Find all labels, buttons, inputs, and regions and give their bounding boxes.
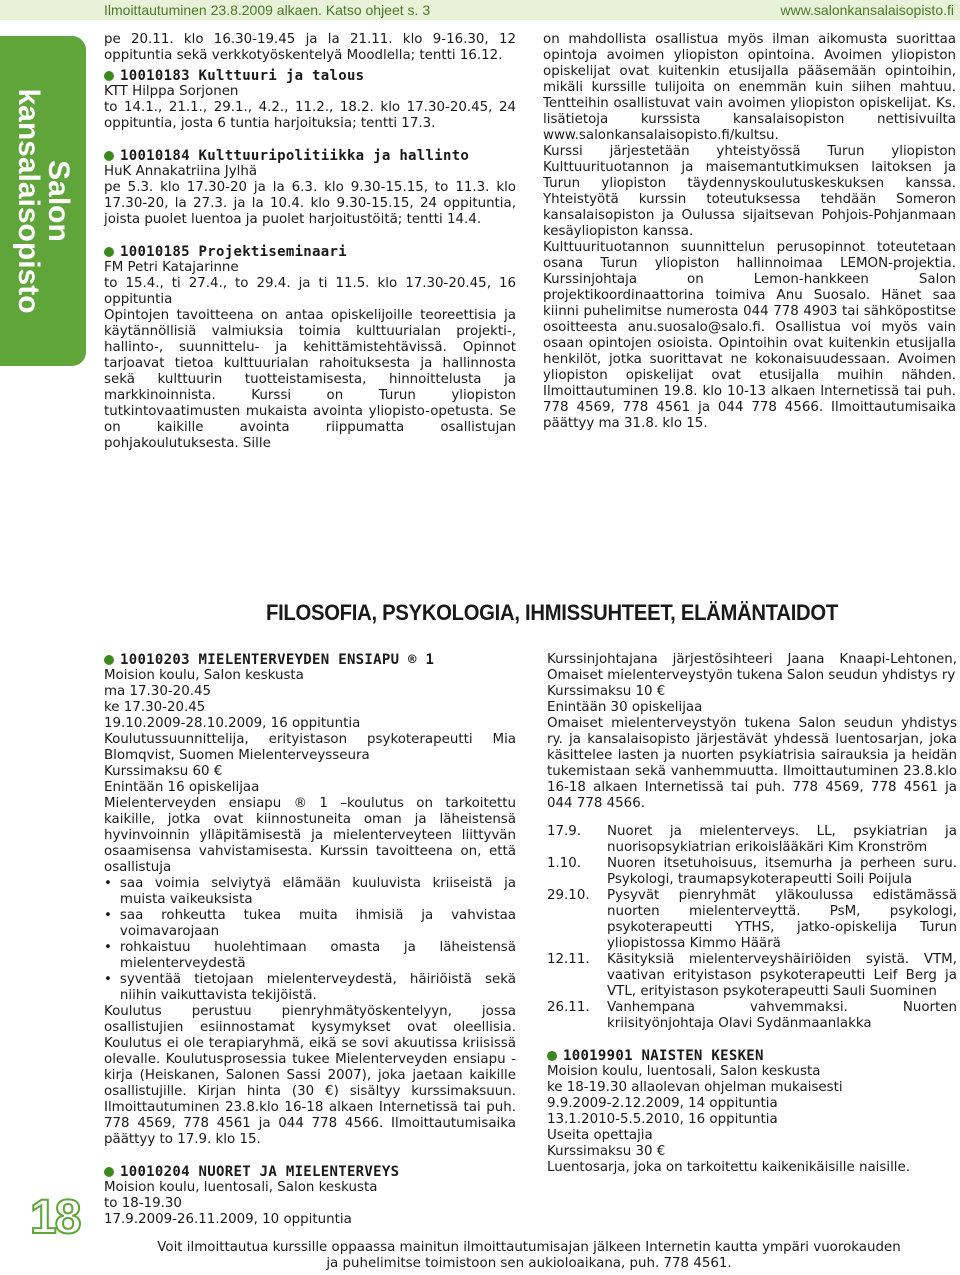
course-leader: Kurssinjohtajana järjestösihteeri Jaana Knaapi-Lehtonen, Omaiset mielenterveystyön tukena Salon seudun yhdistys ry bbox=[547, 652, 957, 683]
list-item: • saa voimia selviytyä elämään kuuluvista kriiseistä ja muista vaikeuksista bbox=[104, 876, 516, 907]
left-top-column bbox=[104, 32, 516, 452]
bullet-dot-icon bbox=[104, 247, 114, 257]
course-cooperation-text: Kurssi järjestetään yhteistyössä Turun yliopiston Kulttuurituotannon ja maisemantutkimuksen laitoksen ja Turun yliopiston täydennyskoulutuskeskuksen kanssa. Yhteistyötä kurssin toteutuksessa tehdään Someron kansalaisopiston ja Oulussa sijaitsevan Pohjois-Pohjanmaan kesäyliopiston kanssa. bbox=[543, 144, 956, 239]
course-description: Opintojen tavoitteena on antaa opiskelijoille teoreettisia ja käytännöllisiä valmiuksia toimia kulttuurialan projekti-, hallinto-, suunnittelu- ja kehittämistehtävissä. Opinnot tarjoavat tietoa kulttuurialan rahoituksesta ja hallinnosta sekä kulttuurin tuotteistamisesta, hinnoittelusta ja markkinoinnista. Kurssi on Turun yliopiston tutkintovaatimusten mukaista avointa yliopisto-opetusta. Se on kaikille avointa riippumatta osallistujan pohjakoulutuksesta. Sille bbox=[104, 308, 516, 451]
list-item: • syventää tietojaan mielenterveydestä, häiriöistä sekä niihin vaikuttavista tekijöistä. bbox=[104, 972, 516, 1003]
course-description-continued: on mahdollista osallistua myös ilman aikomusta suorittaa opintoja avoimen yliopiston opintoina. Avoimen yliopiston opiskelijat ovat kuitenkin etusijalla pääsemään opintoihin, mikäli kurssille tulijoita on enemmän kuin siihen mahtuu. Tentteihin osallistuvat vain avoimen yliopiston opiskelijat. Ks. lisätietoja kurssista kansalaisopiston nettisivuilta www.salonkansalaisopisto.fi/kultsu. bbox=[543, 32, 956, 143]
course-intro-text: pe 20.11. klo 16.30-19.45 ja la 21.11. klo 9-16.30, 12 oppituntia sekä verkkotyöskentelyä Moodlella; tentti 16.12. bbox=[104, 32, 516, 63]
page-number: 18 bbox=[30, 1191, 80, 1244]
list-item: • saa rohkeutta tukea muita ihmisiä ja vahvistaa voimavarojaan bbox=[104, 908, 516, 939]
course-line: Koulutussuunnittelija, erityistason psykoterapeutti Mia Blomqvist, Suomen Mielenterveysseura bbox=[104, 732, 516, 763]
course-line: ke 17.30-20.45 bbox=[104, 700, 206, 715]
bullet-dot-icon bbox=[104, 655, 114, 665]
course-description: Omaiset mielenterveystyön tukena Salon seudun yhdistys ry. ja kansalaisopisto järjestävät yhdessä luentosarjan, joka käsittelee lasten ja nuorten psykiatrisia sairauksia ja heidän tukemistaan sekä vanhemmuutta. Ilmoittautuminen 23.8.klo 16-18 alkaen Internetissä tai puh. 778 4569, 778 4561 ja 044 778 4566. bbox=[547, 716, 957, 811]
schedule-row: 29.10. Pysyvät pienryhmät yläkoulussa edistämässä nuorten mielenterveyttä. PsM, psykologi, psykoterapeutti YTHS, jatko-opiskelija Turun yliopistossa Kimmo Häärä bbox=[547, 888, 957, 951]
brand-logo-tab bbox=[0, 36, 86, 366]
course-line: Enintään 16 opiskelijaa bbox=[104, 780, 260, 795]
course-teacher: HuK Annakatriina Jylhä bbox=[104, 164, 258, 179]
course-max: Enintään 30 opiskelijaa bbox=[547, 700, 703, 715]
right-bottom-column bbox=[547, 652, 957, 1176]
course-heading-10019901: 10019901 NAISTEN KESKEN bbox=[547, 1048, 957, 1064]
header-bar bbox=[0, 0, 960, 20]
course-times: pe 5.3. klo 17.30-20 ja la 6.3. klo 9.30-15.15, to 11.3. klo 17.30-20, la 27.3. ja la 10.4. klo 9.30-15.15, 24 oppituntia, joista puolet luentoa ja puolet harjoitustöitä; tentti 14.4. bbox=[104, 180, 516, 227]
course-times: to 15.4., ti 27.4., to 29.4. ja ti 11.5. klo 17.30-20.45, 16 oppituntia bbox=[104, 276, 516, 307]
header-url-link[interactable]: www.salonkansalaisopisto.fi bbox=[780, 2, 954, 18]
schedule-row: 26.11. Vanhempana vahvemmaksi. Nuorten kriisityönjohtaja Olavi Sydänmaanlakka bbox=[547, 1000, 957, 1031]
right-top-column bbox=[543, 32, 956, 432]
bullet-dot-icon bbox=[104, 151, 114, 161]
course-teacher: KTT Hilppa Sorjonen bbox=[104, 84, 239, 99]
course-heading-10010185: 10010185 Projektiseminaari bbox=[104, 244, 516, 260]
course-heading-10010184: 10010184 Kulttuuripolitiikka ja hallinto bbox=[104, 148, 516, 164]
course-heading-10010203: 10010203 MIELENTERVEYDEN ENSIAPU ® 1 bbox=[104, 652, 516, 668]
course-line: 19.10.2009-28.10.2009, 16 oppituntia bbox=[104, 716, 361, 731]
schedule-row: 12.11. Käsityksiä mielenterveyshäiriöiden syistä. VTM, vaativan erityistason psykoterapeutti Leif Berg ja VTL, erityistason psykoterapeutti Sauli Suominen bbox=[547, 952, 957, 999]
schedule-row: 17.9. Nuoret ja mielenterveys. LL, psykiatrian ja nuorisopsykiatrian erikoislääkäri Kim Kronström bbox=[547, 824, 957, 855]
course-line: Moision koulu, luentosali, Salon keskusta bbox=[104, 1180, 378, 1195]
course-heading-10010183: 10010183 Kulttuuri ja talous bbox=[104, 68, 516, 84]
course-line: Mielenterveyden ensiapu ® 1 –koulutus on tarkoitettu kaikille, jotka ovat kiinnostuneita oman ja läheistensä hyvinvoinnin ylläpitämisestä ja mielenterveyteen liittyvän osaamisensa vahvistamisesta. Kurssin tavoitteena on, että osallistuja bbox=[104, 796, 516, 875]
course-line: ma 17.30-20.45 bbox=[104, 684, 212, 699]
course-line: 17.9.2009-26.11.2009, 10 oppituntia bbox=[104, 1212, 352, 1227]
course-line: Luentosarja, joka on tarkoitettu kaikenikäisille naisille. bbox=[547, 1160, 911, 1175]
list-item: • rohkaistuu huolehtimaan omasta ja läheistensä mielenterveydestä bbox=[104, 940, 516, 971]
bullet-dot-icon bbox=[547, 1051, 557, 1061]
course-line: Moision koulu, luentosali, Salon keskusta bbox=[547, 1064, 821, 1079]
left-bottom-column bbox=[104, 652, 516, 1228]
course-line: Kurssimaksu 60 € bbox=[104, 764, 223, 779]
course-line: 9.9.2009-2.12.2009, 14 oppituntia bbox=[547, 1096, 778, 1111]
course-project-text: Kulttuurituotannon suunnittelun perusopinnot toteutetaan osana Turun yliopiston hallinnoimaa LEMON-projektia. Kurssinjohtaja on Lemon-hankkeen Salon projektikoordinaattorina toimiva Anu Suosalo. Hänet saa kiinni puhelimitse numerosta 044 778 4903 tai sähköpostitse osoitteesta anu.suosalo@salo.fi. Osallistua voi myös vain osaan opintojen osioista. Opintoihin ovat kuitenkin etusijalla henkilöt, jotka suorittavat ne kokonaisuudessaan. Avoimen yliopiston opiskelijat ovat etusijalla muihin nähden. Ilmoittautuminen 19.8. klo 10-13 alkaen Internetissä tai puh. 778 4569, 778 4561 ja 044 778 4566. Ilmoittautumisaika päättyy ma 31.8. klo 15. bbox=[543, 240, 956, 431]
bullet-dot-icon bbox=[104, 71, 114, 81]
section-title: FILOSOFIA, PSYKOLOGIA, IHMISSUHTEET, ELÄMÄNTAIDOT bbox=[266, 600, 838, 625]
course-line: 13.1.2010-5.5.2010, 16 oppituntia bbox=[547, 1112, 778, 1127]
course-line: Moision koulu, Salon keskusta bbox=[104, 668, 304, 683]
course-times: to 14.1., 21.1., 29.1., 4.2., 11.2., 18.2. klo 17.30-20.45, 24 oppituntia, josta 6 tuntia harjoituksia; tentti 17.3. bbox=[104, 100, 516, 131]
footer-line: Voit ilmoittautua kurssille oppaassa mainitun ilmoittautumisajan jälkeen Internetin kautta ympäri vuorokauden bbox=[157, 1240, 901, 1255]
course-teacher: FM Petri Katajarinne bbox=[104, 260, 239, 275]
bullet-dot-icon bbox=[104, 1167, 114, 1177]
footer-note bbox=[104, 1240, 954, 1272]
course-line: Kurssimaksu 30 € bbox=[547, 1144, 666, 1159]
course-description: Koulutus perustuu pienryhmätyöskentelyyn, jossa osallistujien esiinnostamat kysymykset ovat oleellisia. Koulutus ei ole terapiaryhmä, eikä se sovi akuutissa kriisissä olevalle. Koulutusprosessia tukee Mielenterveyden ensiapu -kirja (Heiskanen, Salonen Sassi 2007), joka jaetaan kaikille osallistujille. Kirjan hinta (30 €) sisältyy kurssimaksuun. Ilmoittautuminen 23.8.klo 16-18 alkaen Internetissä tai puh. 778 4569, 778 4561 ja 044 778 4566. Ilmoittautumisaika päättyy to 17.9. klo 15. bbox=[104, 1004, 516, 1147]
course-heading-10010204: 10010204 NUORET JA MIELENTERVEYS bbox=[104, 1164, 516, 1180]
course-line: to 18-19.30 bbox=[104, 1196, 182, 1211]
course-line: ke 18-19.30 allaolevan ohjelman mukaisesti bbox=[547, 1080, 843, 1095]
course-line: Useita opettajia bbox=[547, 1128, 653, 1143]
course-fee: Kurssimaksu 10 € bbox=[547, 684, 666, 699]
footer-line: ja puhelimitse toimistoon sen aukioloaikana, puh. 778 4561. bbox=[326, 1256, 732, 1271]
schedule-row: 1.10. Nuoren itsetuhoisuus, itsemurha ja perheen suru. Psykologi, traumapsykoterapeutti Soili Poijula bbox=[547, 856, 957, 887]
header-registration-note: Ilmoittautuminen 23.8.2009 alkaen. Katso ohjeet s. 3 bbox=[104, 2, 431, 18]
brand-logo-text: Salon kansalaisopisto bbox=[12, 88, 75, 314]
